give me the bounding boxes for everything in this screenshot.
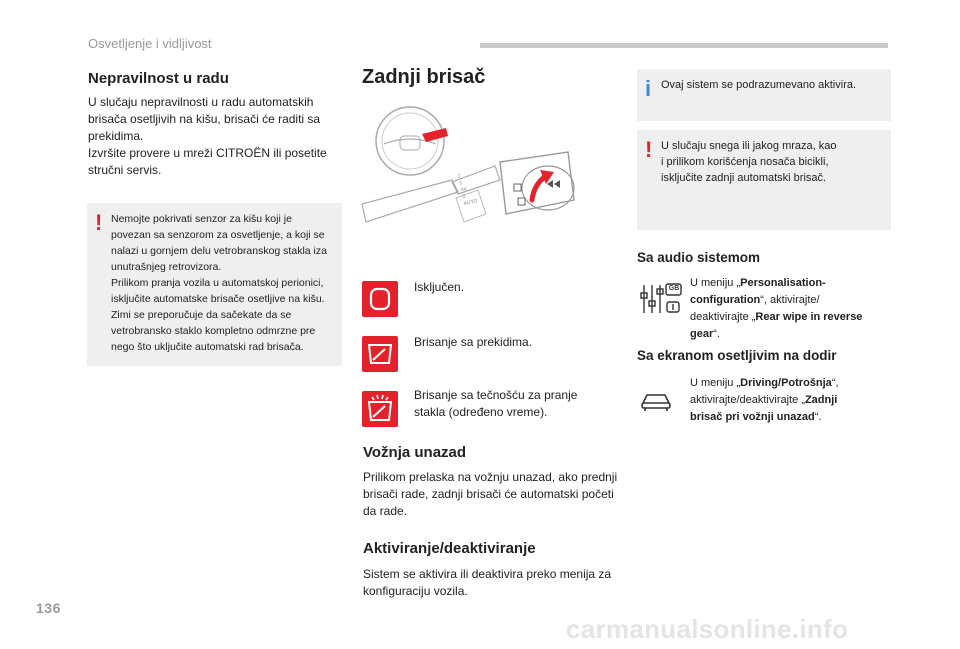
sensor-warning-box: [87, 203, 342, 366]
wiper-off-label: Isključen.: [414, 280, 465, 294]
snow-warning-box: [637, 130, 891, 230]
warning-line: vetrobransko staklo kompletno odmrzne pre: [111, 325, 316, 337]
reverse-heading: Vožnja unazad: [363, 444, 467, 461]
audio-text: U meniju „: [690, 277, 741, 289]
wiper-wash-icon: [362, 391, 398, 427]
audio-text: deaktivirajte „: [690, 311, 756, 323]
warning-line: nego što uključite automatski rad brisača.: [111, 341, 304, 353]
activation-line: Sistem se aktivira ili deaktivira preko menija za: [363, 567, 612, 581]
wash-line: stakla (određeno vreme).: [414, 405, 548, 419]
reverse-line: brisači rade, zadnji brisači će automatski početi: [363, 487, 614, 501]
touchscreen-instructions: [690, 375, 890, 426]
audio-menu-name: Personalisation-: [740, 277, 826, 289]
touch-text: “,: [831, 377, 839, 389]
warning-line: unutrašnjeg retrovizora.: [111, 261, 222, 273]
reverse-line: Prilikom prelaska na vožnju unazad, ako prednji: [363, 470, 618, 484]
header-divider: [480, 43, 888, 48]
warning-line: isključite zadnji automatski brisač.: [661, 172, 827, 184]
activation-paragraph: [363, 566, 623, 600]
wash-line: Brisanje sa tečnošću za pranje: [414, 388, 578, 402]
watermark: carmanualsonline.info: [566, 614, 849, 644]
default-info-text: Ovaj sistem se podrazumevano aktivira.: [661, 79, 857, 91]
warning-line: Zimi se preporučuje da sačekate da se: [111, 309, 292, 321]
stalk-position: 2: [457, 173, 462, 180]
malfunction-paragraph: [88, 94, 343, 179]
audio-menu-name: configuration: [690, 294, 761, 306]
warning-line: i prilikom korišćenja nosača bicikli,: [661, 156, 829, 168]
touch-text: aktivirajte/deaktivirajte „: [690, 394, 805, 406]
stalk-position: 1: [458, 180, 463, 187]
malfunction-line: stručni servis.: [88, 163, 162, 177]
audio-settings-icon: [640, 281, 682, 317]
malfunction-line: brisača osetljivih na kišu, brisači će raditi sa: [88, 112, 321, 126]
touch-option-name: Zadnji: [804, 394, 838, 406]
touchscreen-heading: Sa ekranom osetljivim na dodir: [637, 348, 837, 363]
malfunction-line: prekidima.: [88, 129, 144, 143]
snow-warning-text: [661, 138, 836, 186]
car-icon: [640, 391, 672, 411]
warning-line: Nemojte pokrivati senzor za kišu koji je: [111, 213, 292, 225]
audio-icon-label: GB: [668, 285, 680, 292]
stalk-position: 0: [461, 193, 466, 201]
stalk-position: Int: [460, 186, 468, 194]
touch-text: U meniju „: [690, 377, 741, 389]
wiper-off-icon: [362, 281, 398, 317]
reverse-line: da rade.: [363, 504, 408, 518]
warning-line: povezan sa senzorom za osvetljenje, a koji se: [111, 229, 325, 241]
reverse-paragraph: [363, 469, 623, 520]
warning-line: nalazi u gornjem delu vetrobranskog stakla iza: [111, 245, 327, 257]
warning-line: U slučaju snega ili jakog mraza, kao: [661, 140, 837, 152]
malfunction-line: Izvršite provere u mreži CITROËN ili posetite: [88, 146, 327, 160]
activation-heading: Aktiviranje/deaktiviranje: [363, 540, 536, 557]
touch-option-name: brisač pri vožnji unazad: [690, 411, 815, 423]
activation-line: konfiguraciju vozila.: [363, 584, 468, 598]
wiper-intermittent-icon: [362, 336, 398, 372]
rear-wiper-title: Zadnji brisač: [362, 66, 486, 88]
audio-option-name: gear: [690, 328, 714, 340]
audio-text: “, aktivirajte/: [760, 294, 820, 306]
touch-text: “.: [814, 411, 822, 423]
wiper-wash-label: [414, 387, 577, 421]
wiper-stalk-illustration: [360, 104, 590, 234]
section-title: Osvetljenje i vidljivost: [88, 36, 212, 51]
touch-menu-name: Driving/Potrošnja: [740, 377, 832, 389]
audio-heading: Sa audio sistemom: [637, 250, 761, 265]
sensor-warning-text: [111, 211, 341, 355]
warning-line: Prilikom pranja vozila u automatskoj perionici,: [111, 277, 324, 289]
malfunction-heading: Nepravilnost u radu: [88, 70, 229, 87]
warning-line: isključite automatske brisače osetljive na kišu.: [111, 293, 325, 305]
audio-instructions: [690, 275, 890, 343]
wiper-intermittent-label: Brisanje sa prekidima.: [414, 335, 533, 349]
page-number: 136: [36, 600, 61, 616]
info-icon: i: [645, 76, 652, 101]
default-info-box: [637, 69, 891, 121]
malfunction-line: U slučaju nepravilnosti u radu automatskih: [88, 95, 314, 109]
warning-icon: !: [95, 210, 103, 235]
stalk-position: AUTO: [463, 198, 479, 208]
audio-option-name: Rear wipe in reverse: [755, 311, 863, 323]
audio-text: “.: [713, 328, 720, 340]
warning-icon: !: [645, 137, 653, 162]
